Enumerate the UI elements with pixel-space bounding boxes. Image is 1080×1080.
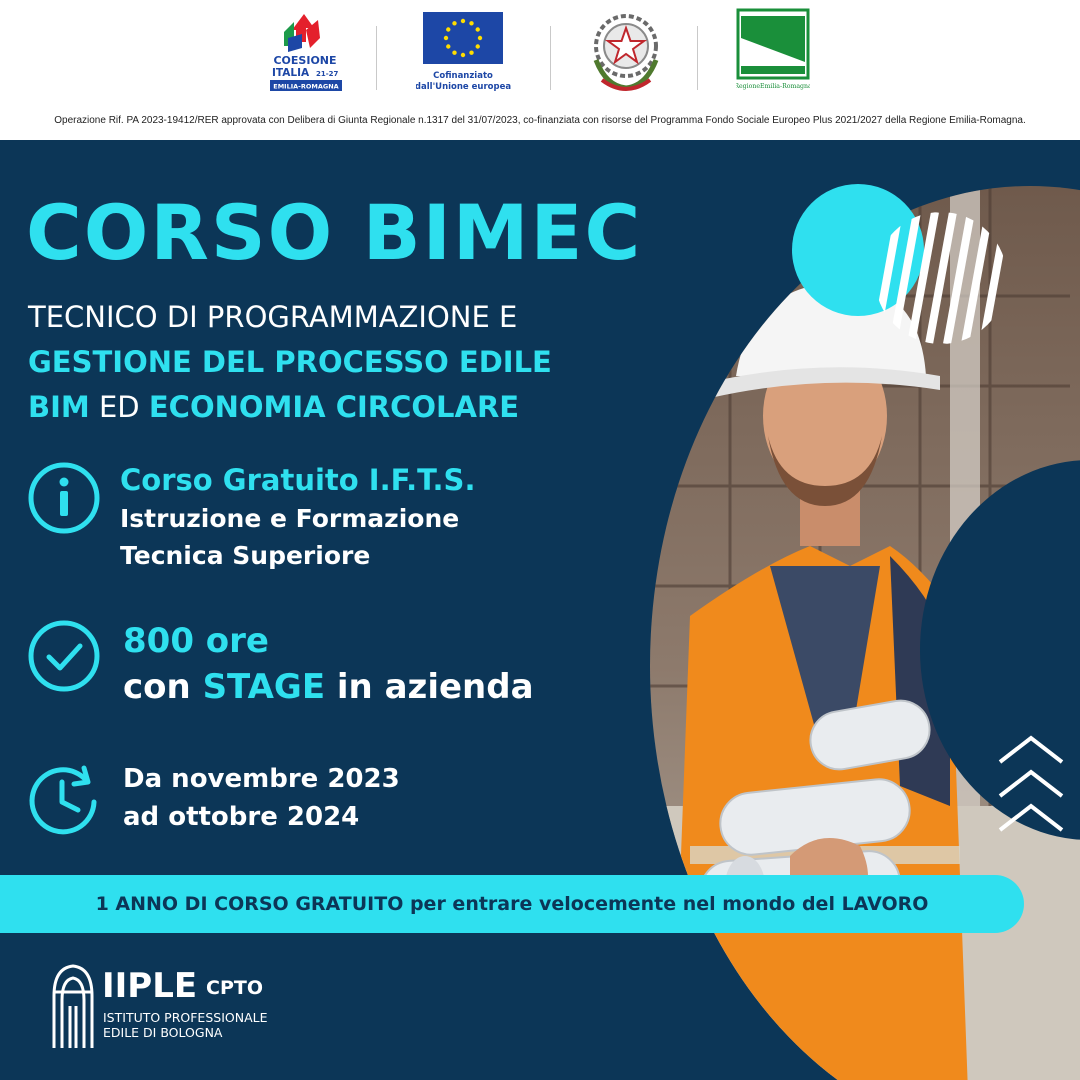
- svg-text:dall'Unione europea: dall'Unione europea: [416, 82, 512, 92]
- eu-star-icon: [452, 51, 456, 55]
- feature-hours-azienda: in azienda: [325, 667, 534, 707]
- svg-text:ITALIA: ITALIA: [272, 67, 310, 79]
- subtitle-economia-circolare: ECONOMIA CIRCOLARE: [148, 390, 520, 424]
- cta-banner: [0, 875, 1024, 933]
- coesione-arrows-icon: [262, 8, 348, 96]
- course-title: CORSO BIMEC: [26, 188, 643, 277]
- subtitle-line-3: [28, 385, 552, 430]
- eu-star-icon: [461, 19, 465, 23]
- logo-divider: [697, 26, 698, 90]
- eu-star-icon: [446, 44, 450, 48]
- regione-emilia-romagna-logo: [736, 8, 810, 94]
- svg-text:RegioneEmilia-Romagna: RegioneEmilia-Romagna: [736, 83, 810, 90]
- clock-icon: [26, 760, 102, 836]
- logo-divider: [550, 26, 551, 90]
- brand-tagline-2: EDILE DI BOLOGNA: [103, 1025, 223, 1040]
- course-subtitle: [28, 295, 552, 430]
- feature-dates-text: [123, 760, 400, 836]
- subtitle-line-1: TECNICO DI PROGRAMMAZIONE E: [28, 300, 518, 334]
- arch-logo-icon: [50, 962, 96, 1050]
- feature-free-course-line-2: Istruzione e Formazione: [120, 504, 460, 533]
- feature-hours-text: [123, 618, 534, 710]
- striped-circle-decoration: [875, 212, 1007, 344]
- feature-dates-end: ad ottobre 2024: [123, 802, 360, 832]
- header: [0, 0, 1080, 140]
- feature-free-course-title: Corso Gratuito I.F.T.S.: [120, 463, 476, 497]
- svg-text:Cofinanziato: Cofinanziato: [433, 71, 493, 81]
- eu-star-icon: [452, 21, 456, 25]
- eu-logo: [416, 8, 512, 98]
- eu-star-icon: [444, 36, 448, 40]
- italian-emblem-icon: [588, 8, 664, 94]
- logo-divider: [376, 26, 377, 90]
- info-icon: [26, 460, 102, 536]
- brand-tagline-1: ISTITUTO PROFESSIONALE: [103, 1010, 268, 1025]
- eu-star-icon: [476, 27, 480, 31]
- feature-hours-stage: STAGE: [202, 667, 326, 707]
- feature-dates-start: Da novembre 2023: [123, 764, 400, 794]
- check-circle-icon: [26, 618, 102, 694]
- feature-hours-con: con: [123, 667, 203, 707]
- main-panel: [0, 140, 1080, 1080]
- emilia-romagna-icon: [736, 8, 810, 94]
- chevrons-up-icon: [996, 732, 1066, 842]
- eu-star-icon: [469, 21, 473, 25]
- eu-star-icon: [476, 44, 480, 48]
- svg-text:21-27: 21-27: [316, 70, 339, 78]
- svg-text:EMILIA-ROMAGNA: EMILIA-ROMAGNA: [273, 82, 339, 91]
- iiple-logo: [50, 962, 290, 1052]
- eu-star-icon: [446, 27, 450, 31]
- feature-free-course-line-3: Tecnica Superiore: [120, 541, 371, 570]
- feature-hours-line-2: [123, 664, 534, 710]
- eu-star-icon: [469, 51, 473, 55]
- partner-logos: [0, 8, 1080, 100]
- funding-notice: Operazione Rif. PA 2023-19412/RER approvata con Delibera di Giunta Regionale n.1317 del 31/07/2023, co-finanziata con risorse del Programma Fondo Sociale Europeo Plus 2021/2027 della Regione Emilia-Romagna.: [54, 115, 1026, 126]
- subtitle-line-2: GESTIONE DEL PROCESSO EDILE: [28, 345, 552, 379]
- eu-star-icon: [478, 36, 482, 40]
- brand-name: IIPLE: [102, 966, 198, 1006]
- feature-free-course-text: [120, 460, 475, 574]
- subtitle-bim: BIM: [28, 390, 90, 424]
- coesione-italia-logo: [262, 8, 348, 96]
- brand-suffix: CPTO: [206, 977, 263, 999]
- cta-banner-text: 1 ANNO DI CORSO GRATUITO per entrare velocemente nel mondo del LAVORO: [95, 893, 929, 915]
- subtitle-ed: ED: [89, 390, 149, 424]
- repubblica-italiana-emblem: [588, 8, 664, 94]
- feature-hours-title: 800 ore: [123, 621, 269, 661]
- eu-flag-icon: [416, 8, 512, 98]
- svg-text:COESIONE: COESIONE: [273, 54, 337, 67]
- eu-star-icon: [461, 53, 465, 57]
